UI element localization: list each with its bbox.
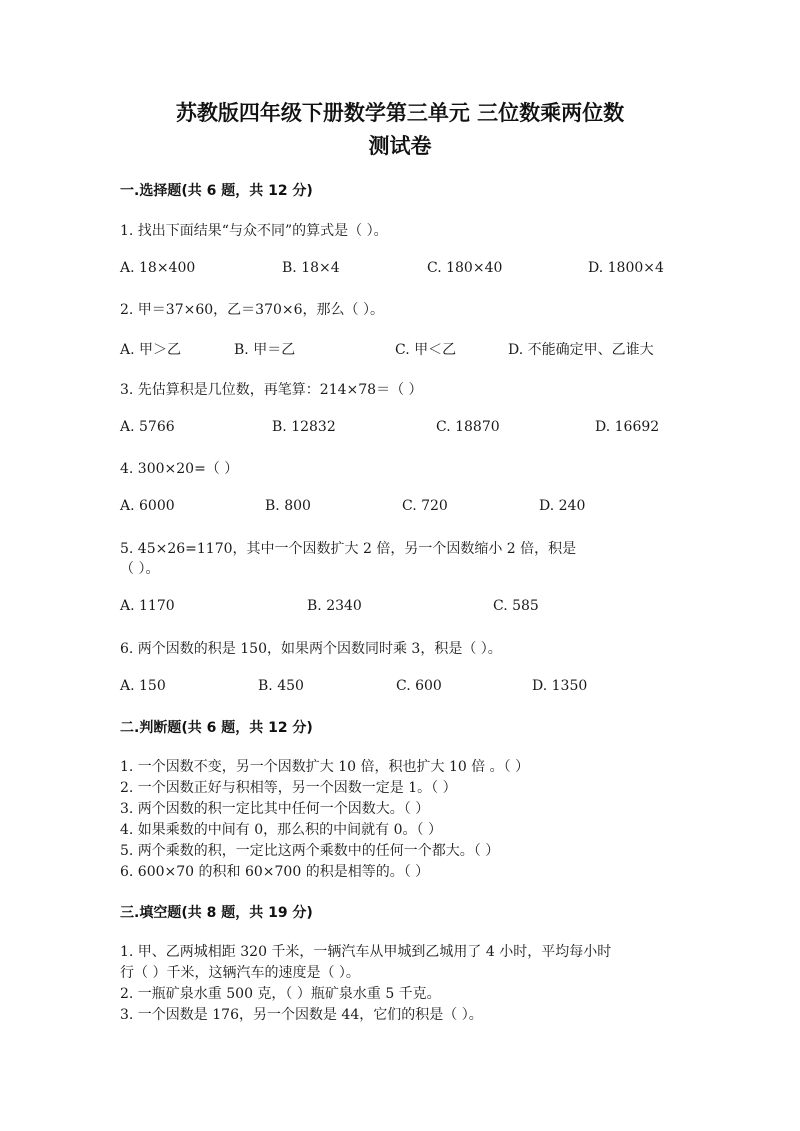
question-5: 5. 45×26=1170，其中一个因数扩大 2 倍，另一个因数缩小 2 倍，积是 — [120, 541, 577, 557]
judge-item-3: 3. 两个因数的积一定比其中任何一个因数大。（ ） — [120, 801, 430, 817]
section-header-fill: 三.填空题(共 8 题，共 19 分) — [120, 905, 313, 921]
question-6: 6. 两个因数的积是 150，如果两个因数同时乘 3，积是（ ）。 — [120, 641, 502, 657]
question-5-cont: （ ）。 — [120, 561, 160, 577]
option-b: B. 450 — [258, 678, 304, 694]
option-b: B. 甲＝乙 — [234, 342, 296, 358]
question-3: 3. 先估算积是几位数，再笔算：214×78＝（ ） — [120, 382, 423, 398]
option-d: D. 1350 — [532, 678, 588, 694]
fill-item-3: 3. 一个因数是 176，另一个因数是 44，它们的积是（ ）。 — [120, 1007, 483, 1023]
option-a: A. 6000 — [120, 498, 175, 514]
judge-item-4: 4. 如果乘数的中间有 0，那么积的中间就有 0。（ ） — [120, 822, 442, 838]
option-d: D. 不能确定甲、乙谁大 — [508, 342, 654, 358]
option-d: D. 240 — [539, 498, 586, 514]
option-d: D. 1800×4 — [588, 260, 664, 276]
section-header-judge: 二.判断题(共 6 题，共 12 分) — [120, 720, 313, 736]
judge-item-6: 6. 600×70 的积和 60×700 的积是相等的。（ ） — [120, 864, 430, 880]
judge-item-1: 1. 一个因数不变，另一个因数扩大 10 倍，积也扩大 10 倍 。（ ） — [120, 759, 530, 775]
fill-item-2: 2. 一瓶矿泉水重 500 克，（ ）瓶矿泉水重 5 千克。 — [120, 986, 441, 1002]
option-c: C. 18870 — [436, 419, 500, 435]
page-title-line2: 测试卷 — [368, 134, 432, 158]
option-a: A. 18×400 — [120, 260, 196, 276]
option-a: A. 150 — [120, 678, 166, 694]
question-2: 2. 甲＝37×60，乙＝370×6，那么（ ）。 — [120, 302, 384, 318]
section-header-choice: 一.选择题(共 6 题，共 12 分) — [120, 183, 313, 199]
fill-item-1: 1. 甲、乙两城相距 320 千米，一辆汽车从甲城到乙城用了 4 小时，平均每小时 — [120, 944, 612, 960]
option-b: B. 18×4 — [282, 260, 340, 276]
option-a: A. 1170 — [120, 598, 175, 614]
option-c: C. 甲＜乙 — [395, 342, 457, 358]
judge-item-5: 5. 两个乘数的积，一定比这两个乘数中的任何一个都大。（ ） — [120, 843, 500, 859]
option-c: C. 720 — [402, 498, 448, 514]
option-b: B. 12832 — [272, 419, 336, 435]
option-b: B. 2340 — [307, 598, 362, 614]
option-c: C. 585 — [493, 598, 539, 614]
option-c: C. 180×40 — [427, 260, 503, 276]
question-1: 1. 找出下面结果“与众不同”的算式是（ ）。 — [120, 223, 388, 239]
option-a: A. 甲＞乙 — [120, 342, 182, 358]
fill-item-1-cont: 行（ ）千米，这辆汽车的速度是（ ）。 — [120, 965, 360, 981]
judge-item-2: 2. 一个因数正好与积相等，另一个因数一定是 1。（ ） — [120, 780, 457, 796]
page-title: 苏教版四年级下册数学第三单元 三位数乘两位数 — [175, 101, 625, 125]
question-4: 4. 300×20=（ ） — [120, 461, 239, 477]
option-b: B. 800 — [265, 498, 311, 514]
option-d: D. 16692 — [595, 419, 660, 435]
option-c: C. 600 — [396, 678, 442, 694]
option-a: A. 5766 — [120, 419, 175, 435]
